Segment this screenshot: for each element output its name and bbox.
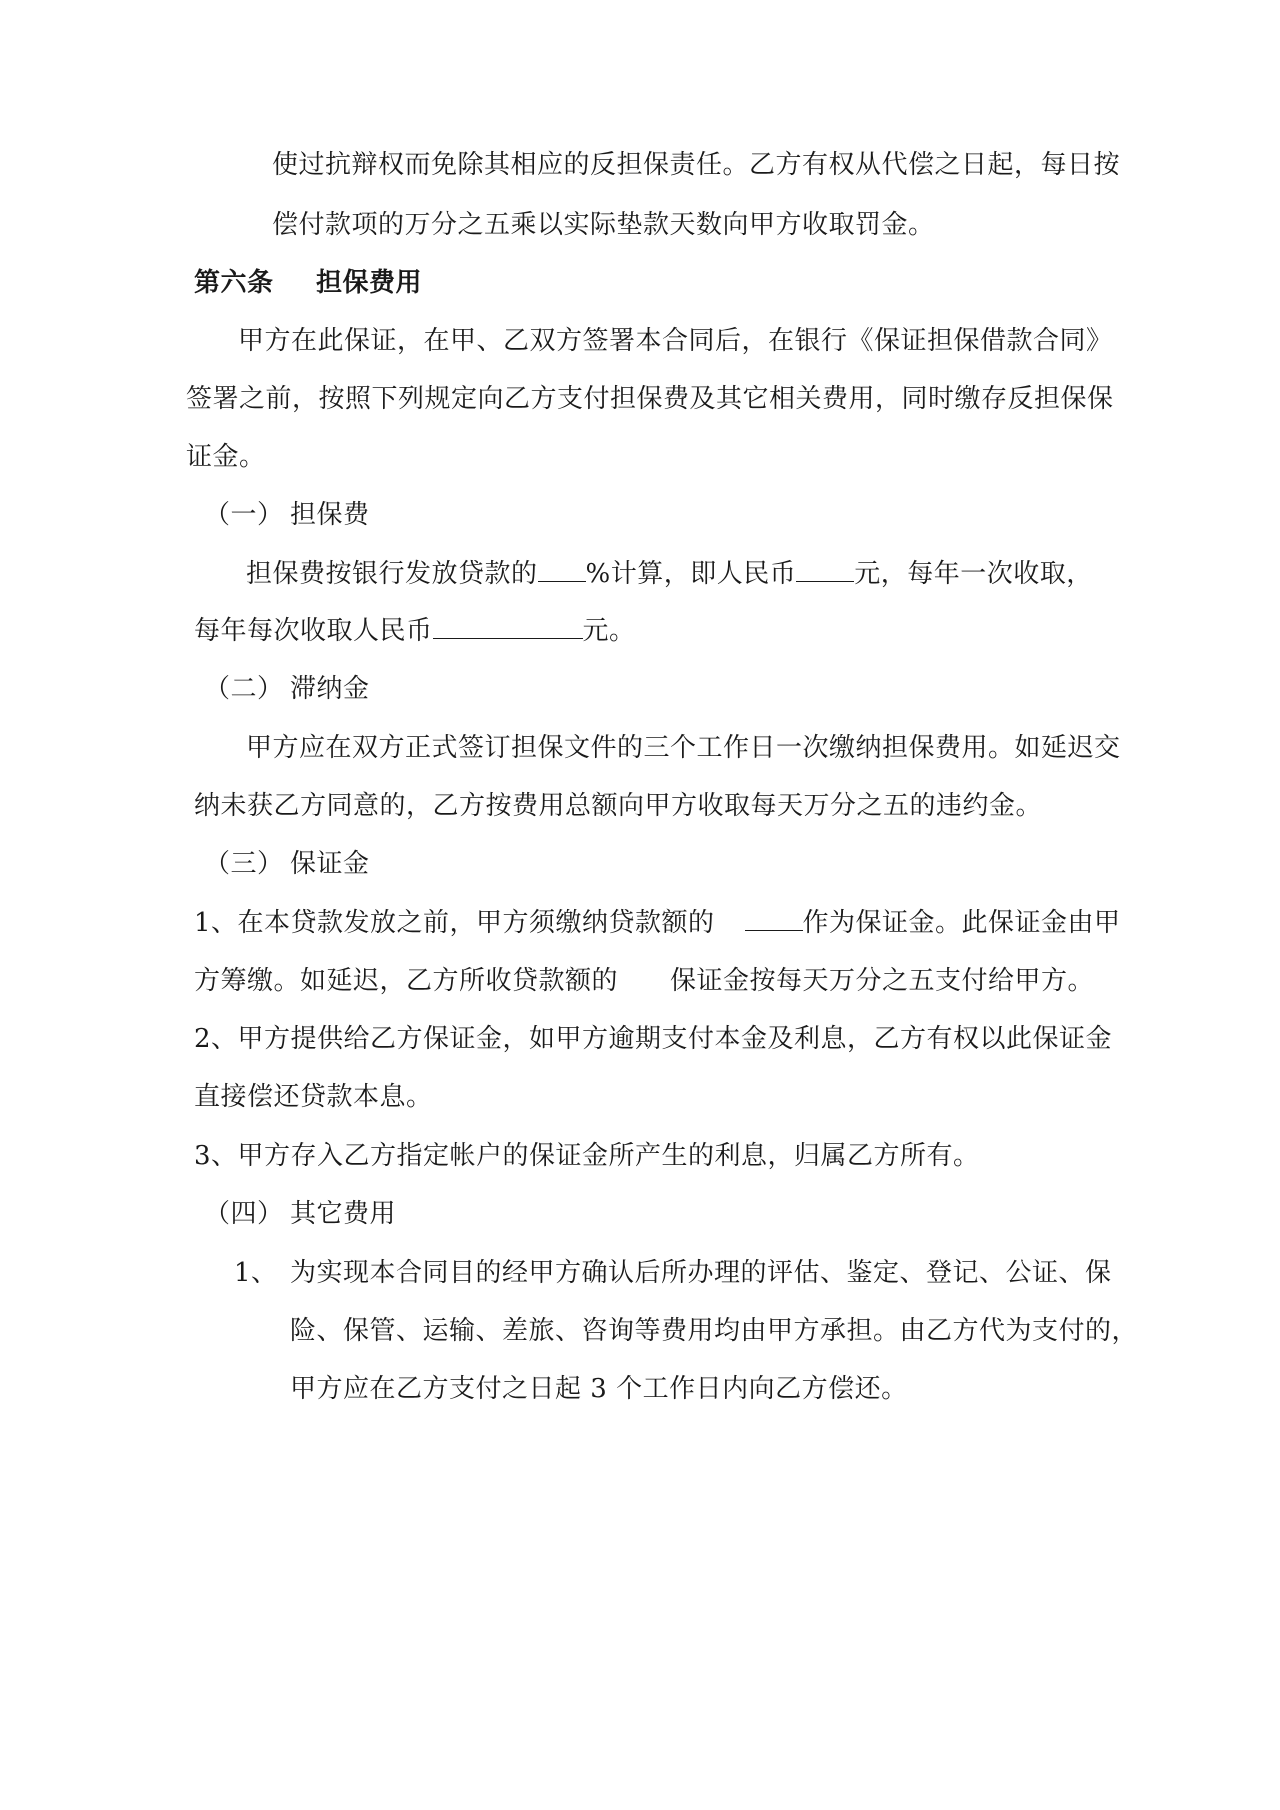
fee-text-b: 元。 bbox=[582, 616, 636, 646]
paragraph-line: 签署之前，按照下列规定向乙方支付担保费及其它相关费用，同时缴存反担保保 bbox=[186, 384, 1114, 414]
article-number: 第六条 bbox=[194, 268, 274, 298]
list-item: 直接偿还贷款本息。 bbox=[194, 1082, 433, 1112]
paragraph-line: 纳未获乙方同意的，乙方按费用总额向甲方收取每天万分之五的违约金。 bbox=[194, 791, 1043, 821]
paragraph-line: 甲方应在双方正式签订担保文件的三个工作日一次缴纳担保费用。如延迟交 bbox=[246, 733, 1121, 763]
section-title: 保证金 bbox=[290, 849, 370, 879]
fee-text-a: 每年每次收取人民币 bbox=[194, 616, 433, 646]
section-number: （三） bbox=[204, 849, 284, 879]
list-item: 2、甲方提供给乙方保证金，如甲方逾期支付本金及利息，乙方有权以此保证金 bbox=[194, 1024, 1113, 1054]
fee-text-b: %计算，即人民币 bbox=[585, 559, 797, 589]
fee-text-c: 元，每年一次收取， bbox=[854, 559, 1093, 589]
list-item: 险、保管、运输、差旅、咨询等费用均由甲方承担。由乙方代为支付的， bbox=[290, 1316, 1139, 1346]
section-title: 担保费 bbox=[290, 500, 370, 530]
section-title: 滞纳金 bbox=[290, 674, 370, 704]
item-text: 作为保证金。此保证金由甲 bbox=[802, 908, 1121, 938]
fee-text-a: 担保费按银行发放贷款的 bbox=[246, 559, 538, 589]
paragraph-line: 偿付款项的万分之五乘以实际垫款天数向甲方收取罚金。 bbox=[272, 210, 935, 240]
list-item: 甲方应在乙方支付之日起 3 个工作日内向乙方偿还。 bbox=[290, 1374, 908, 1404]
paragraph-line: 甲方在此保证，在甲、乙双方签署本合同后，在银行《保证担保借款合同》 bbox=[238, 326, 1113, 356]
article-title: 担保费用 bbox=[316, 268, 423, 298]
list-item: 为实现本合同目的经甲方确认后所办理的评估、鉴定、登记、公证、保 bbox=[290, 1258, 1112, 1288]
section-number: （四） bbox=[204, 1199, 284, 1229]
list-item: 3、甲方存入乙方指定帐户的保证金所产生的利息，归属乙方所有。 bbox=[194, 1141, 980, 1171]
section-title: 其它费用 bbox=[290, 1199, 397, 1229]
item-text: 保证金按每天万分之五支付给甲方。 bbox=[670, 966, 1095, 996]
section-number: （二） bbox=[204, 674, 284, 704]
item-text: 1、在本贷款发放之前，甲方须缴纳贷款额的 bbox=[194, 908, 715, 938]
annual-amount-blank[interactable] bbox=[433, 614, 583, 639]
list-item-number: 1、 bbox=[234, 1258, 278, 1288]
item-text: 方筹缴。如延迟，乙方所收贷款额的 bbox=[194, 966, 619, 996]
paragraph-line: 证金。 bbox=[186, 442, 266, 472]
section-number: （一） bbox=[204, 500, 284, 530]
paragraph-line: 使过抗辩权而免除其相应的反担保责任。乙方有权从代偿之日起，每日按 bbox=[272, 150, 1121, 180]
list-item bbox=[194, 906, 1121, 940]
amount-blank[interactable] bbox=[796, 557, 854, 582]
fee-line bbox=[194, 614, 636, 648]
rate-blank[interactable] bbox=[538, 557, 586, 582]
list-item bbox=[194, 964, 1094, 998]
deposit-blank[interactable] bbox=[745, 906, 803, 931]
fee-line bbox=[246, 557, 1093, 591]
